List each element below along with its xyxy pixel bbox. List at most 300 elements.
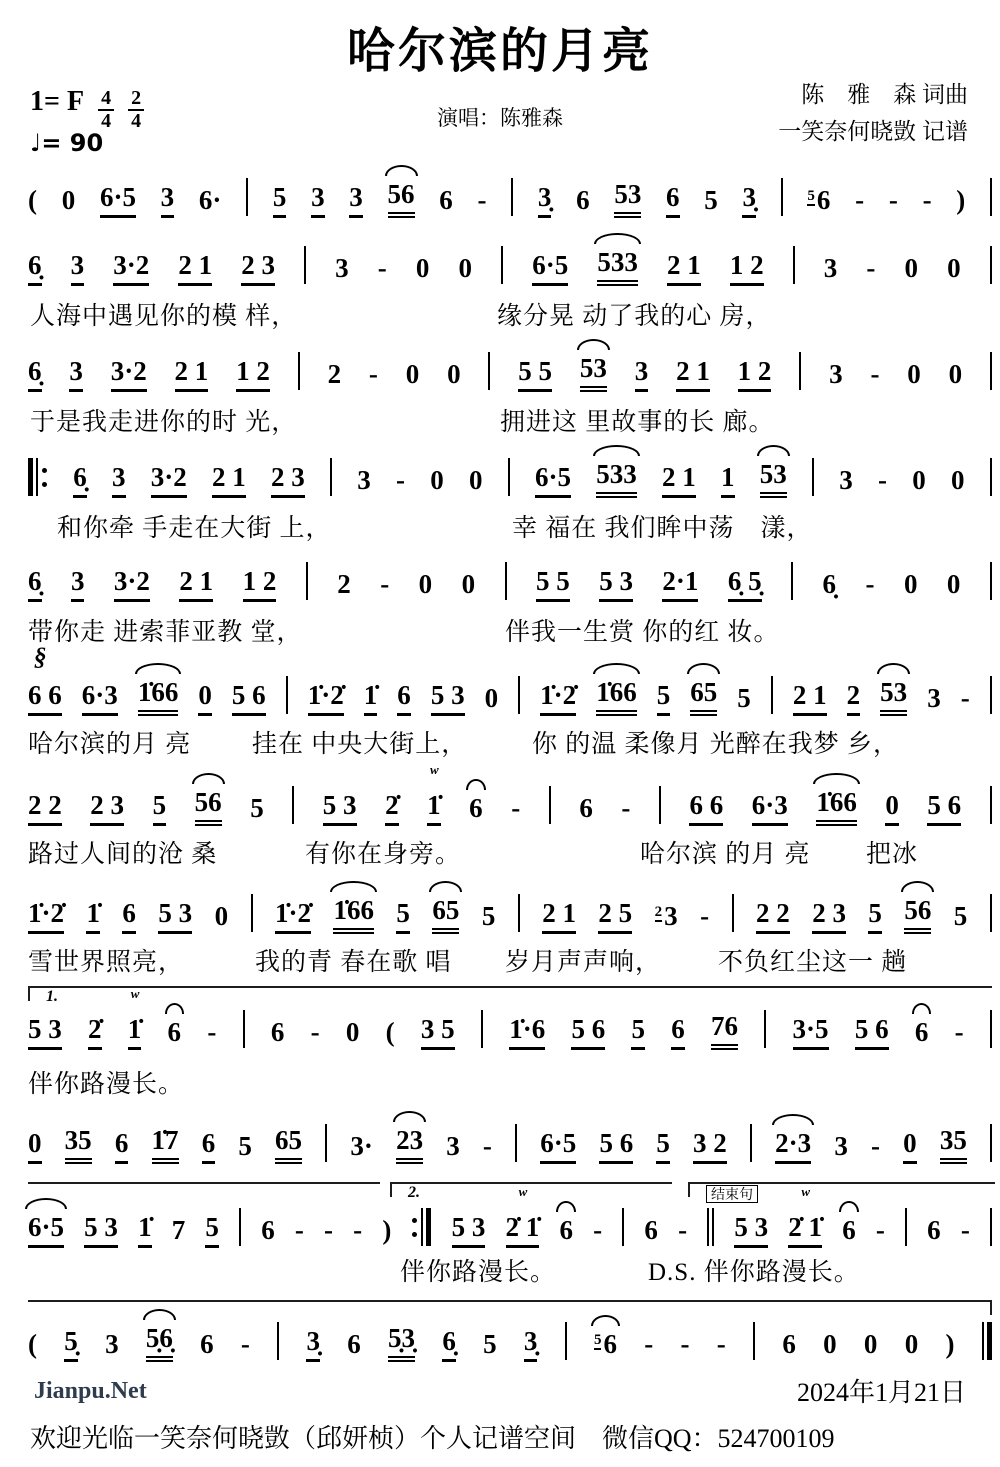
slur-arc xyxy=(687,663,720,674)
slur-arc xyxy=(901,881,934,892)
slur-arc xyxy=(757,445,790,456)
note: 6 xyxy=(915,1016,929,1050)
note: 0 xyxy=(458,253,472,284)
slur-arc xyxy=(594,233,641,244)
barline xyxy=(246,178,248,216)
note: 5 xyxy=(273,181,287,218)
note: 6̣ xyxy=(28,355,42,392)
volta-label: 1. xyxy=(46,988,58,1005)
note: - xyxy=(324,1215,334,1246)
note: 2 1 xyxy=(793,679,827,716)
note: 5 xyxy=(396,897,410,934)
note: 6̣ xyxy=(822,569,837,600)
note: 0 xyxy=(823,1329,837,1360)
notes-row xyxy=(28,246,992,286)
barline xyxy=(488,352,490,390)
note: 3 xyxy=(823,253,838,284)
note: 53 xyxy=(760,458,787,498)
lyric-segment: 人海中遇见你的模 样， xyxy=(30,303,298,330)
note: 2 xyxy=(337,569,351,600)
note: 2 1 xyxy=(676,355,710,392)
volta-bracket xyxy=(390,1182,672,1201)
note: 2 1 xyxy=(212,461,246,498)
note: 6·5 xyxy=(540,1127,576,1164)
note: 0 xyxy=(415,253,430,284)
note: 5 xyxy=(238,1131,252,1162)
note: 3 xyxy=(335,253,349,284)
barline xyxy=(990,352,992,390)
volta-bracket xyxy=(28,1182,380,1197)
note: 0 xyxy=(904,1329,919,1360)
note: 5 3 xyxy=(84,1211,118,1248)
lyric-segment: 你 的温 柔像月 光醉在我梦 乡， xyxy=(532,731,900,758)
performer-credit: 演唱：陈雅森 xyxy=(437,106,563,130)
note: 1̇·2̇ xyxy=(540,679,576,716)
note: - xyxy=(866,253,876,284)
note: 0 xyxy=(447,359,461,390)
note: 1̇66 xyxy=(596,676,637,716)
lyric-segment: 伴我一生赏 你的红 妆。 xyxy=(505,619,780,646)
slur-arc xyxy=(912,1003,932,1014)
barline xyxy=(501,246,503,284)
score-line xyxy=(28,762,992,868)
time-sig-2-numerator: 2 xyxy=(128,88,144,111)
barline xyxy=(304,246,306,284)
barline xyxy=(990,1124,992,1162)
note: 76 xyxy=(711,1010,738,1050)
note: 2 3 xyxy=(90,789,124,826)
note: 5 6 xyxy=(599,1127,633,1164)
note: 1̇ xyxy=(364,679,378,716)
note: - xyxy=(207,1017,217,1048)
note: 0 xyxy=(484,683,499,714)
note: 5 xyxy=(656,1127,670,1164)
note: 0 xyxy=(430,465,444,496)
note: 5 xyxy=(153,789,167,826)
note: 6 xyxy=(842,1214,856,1248)
barline xyxy=(990,1208,992,1246)
barline xyxy=(990,178,992,216)
note: ) xyxy=(945,1329,955,1360)
note: 5 5 xyxy=(536,565,570,602)
note: 2 3 xyxy=(241,249,275,286)
lyric-segment: 岁月声声响， xyxy=(505,949,662,976)
barline xyxy=(990,458,992,496)
notes-row xyxy=(28,986,992,1050)
note: 65 xyxy=(275,1124,302,1164)
note: 5 xyxy=(483,1329,497,1360)
barline xyxy=(28,458,48,496)
note: 2 1 xyxy=(178,249,212,286)
tempo-value: = 90 xyxy=(41,129,104,157)
note: 23 xyxy=(396,1124,423,1164)
note: 2 1 xyxy=(662,461,696,498)
note: 3·2 xyxy=(113,249,149,286)
volta-bracket xyxy=(688,1182,995,1202)
note: 1̇66 xyxy=(816,786,857,826)
note: 6·5 xyxy=(28,1211,64,1248)
note: 3 xyxy=(161,181,175,218)
note: 5 xyxy=(205,1211,219,1248)
note: 6·5 xyxy=(100,181,136,218)
note: - xyxy=(353,1215,363,1246)
note: - xyxy=(870,359,880,390)
note: 2 1 xyxy=(542,897,576,934)
note: ( xyxy=(385,1017,395,1048)
lyric-segment: 伴你路漫长。 xyxy=(28,1071,185,1098)
lyric-segment: 把冰 xyxy=(866,841,919,868)
note: - xyxy=(878,465,888,496)
note: 5 3 xyxy=(28,1013,62,1050)
note: 1̇66 xyxy=(333,894,374,934)
notes-row xyxy=(28,178,992,218)
barline xyxy=(732,894,734,932)
note: 3·2 xyxy=(111,355,147,392)
note: 1 2 xyxy=(738,355,772,392)
slur-arc xyxy=(429,881,462,892)
note: $^5$6 xyxy=(594,1328,617,1362)
note: 5 xyxy=(737,683,751,714)
lyric-segment: 和你牵 手走在大街 上， xyxy=(57,515,332,542)
volta-bracket xyxy=(28,986,992,1005)
note: 2 1 xyxy=(667,249,701,286)
score-line xyxy=(28,562,992,646)
barline xyxy=(481,1010,483,1048)
note: 3· xyxy=(350,1131,373,1162)
score-line xyxy=(28,458,992,542)
time-sig-1-denominator: 4 xyxy=(101,110,112,132)
barline xyxy=(753,1322,755,1360)
lyric-segment: 路过人间的沧 桑 xyxy=(28,841,218,868)
grace-note: 2 xyxy=(654,904,663,921)
note: 2 1 xyxy=(179,565,213,602)
slur-arc xyxy=(577,339,610,350)
note: 6 xyxy=(347,1329,361,1360)
note: 5̣6̣ xyxy=(146,1322,173,1362)
note: 6·5 xyxy=(532,249,568,286)
note: - xyxy=(368,359,378,390)
barline xyxy=(292,786,294,824)
note: 3·2 xyxy=(151,461,187,498)
note: 3 xyxy=(927,683,941,714)
note: 3 xyxy=(105,1329,119,1360)
time-sig-1-numerator: 4 xyxy=(98,88,114,111)
note: 53 xyxy=(880,676,907,716)
note: 6 xyxy=(927,1215,941,1246)
note: 1̇·2̇ xyxy=(308,679,344,716)
lyric-segment: 我的青 春在歌 唱 xyxy=(255,949,452,976)
slur-arc xyxy=(593,445,640,456)
barline xyxy=(508,458,510,496)
note: 3 xyxy=(839,465,853,496)
slur-arc xyxy=(772,1114,814,1125)
slur-arc xyxy=(839,1201,859,1212)
song-title: 哈尔滨的月亮 xyxy=(346,25,653,78)
grace-note: 5 xyxy=(593,1332,602,1349)
score-line xyxy=(28,246,992,330)
barline xyxy=(298,352,300,390)
barline xyxy=(243,1010,245,1048)
barline xyxy=(791,562,793,600)
note: 1̇ w xyxy=(427,789,441,826)
slur-arc xyxy=(385,165,418,176)
note: - xyxy=(310,1017,320,1048)
note: 5̣ xyxy=(64,1325,78,1362)
slur-arc xyxy=(877,663,910,674)
note: 6 xyxy=(168,1016,182,1050)
note: 6 xyxy=(469,792,483,826)
volta-label: 结束句 xyxy=(706,1185,758,1203)
note: 0 xyxy=(946,569,961,600)
note: 56 xyxy=(195,786,222,826)
barline xyxy=(515,1124,517,1162)
note: 2 2 xyxy=(756,897,790,934)
note: 5 6 xyxy=(232,679,266,716)
note: - xyxy=(954,1017,964,1048)
lyric-segment: 于是我走进你的时 光， xyxy=(30,409,298,436)
note: 0 xyxy=(345,1017,360,1048)
mordent-icon: w xyxy=(518,1184,527,1200)
slur-arc xyxy=(135,663,182,674)
note: 3 5 xyxy=(421,1013,455,1050)
note: - xyxy=(621,793,631,824)
note: 35 xyxy=(940,1124,967,1164)
note: - xyxy=(875,1215,885,1246)
footer-welcome-text: 欢迎光临一笑奈何晓敳（邱妍桢）个人记谱空间 微信QQ：524700109 xyxy=(30,1424,835,1453)
note: 6 xyxy=(782,1329,796,1360)
lyric-segment: 雪世界照亮， xyxy=(28,949,185,976)
note: 6̣ xyxy=(28,249,42,286)
note: 65 xyxy=(432,894,459,934)
note: 3 xyxy=(311,181,325,218)
score-line xyxy=(28,644,992,758)
note: - xyxy=(511,793,521,824)
barline xyxy=(990,562,992,600)
barline xyxy=(325,1124,327,1162)
note: 0 xyxy=(912,465,926,496)
note: 0 xyxy=(198,679,212,716)
note: 5 xyxy=(250,793,264,824)
key-label: 1= F xyxy=(30,86,85,117)
note: 2 xyxy=(847,679,861,716)
barline xyxy=(764,1010,766,1048)
note: 1̇·2̇ xyxy=(275,897,311,934)
note: 5 3 xyxy=(452,1211,486,1248)
barline xyxy=(306,562,308,600)
note: 1̇ w xyxy=(128,1013,142,1050)
note: 3·5 xyxy=(793,1013,829,1050)
barline xyxy=(565,1322,567,1360)
barline xyxy=(982,1322,992,1360)
note: 5̣3̣ xyxy=(388,1322,415,1362)
note: 2̇ 1̇ w xyxy=(788,1211,822,1248)
note: 1̇66 xyxy=(138,676,179,716)
note: - xyxy=(377,253,387,284)
note: - xyxy=(680,1329,690,1360)
note: 6̣ xyxy=(442,1325,456,1362)
note: 0 xyxy=(214,901,229,932)
mordent-icon: w xyxy=(430,762,438,778)
note: 6 xyxy=(115,1127,129,1164)
note: 1̇ xyxy=(138,1211,152,1248)
lyric-segment: 缘分晃 动了我的心 房， xyxy=(497,303,772,330)
barline xyxy=(549,786,551,824)
note: 6 xyxy=(666,181,680,218)
barline xyxy=(905,1208,907,1246)
lyric-segment: 哈尔滨 的月 亮 xyxy=(640,841,811,868)
barline xyxy=(239,1208,241,1246)
score-line xyxy=(28,1322,992,1368)
note: 65 xyxy=(690,676,717,716)
notes-row xyxy=(28,1124,992,1164)
note: 5 xyxy=(704,185,718,216)
note: 6 xyxy=(202,1127,216,1164)
barline xyxy=(511,178,513,216)
note: 1 2 xyxy=(236,355,270,392)
note: 2 3 xyxy=(812,897,846,934)
note: 1̇ xyxy=(86,897,100,934)
slur-arc xyxy=(192,773,225,784)
note: 1 2 xyxy=(730,249,764,286)
note: $^2$3 xyxy=(654,901,678,932)
notes-row xyxy=(28,1322,992,1362)
transcriber-credit: 一笑奈何晓敳 记谱 xyxy=(778,119,968,144)
note: ) xyxy=(382,1215,392,1246)
note: 6̣ xyxy=(73,461,87,498)
note: 3 xyxy=(834,1131,848,1162)
note: 0 xyxy=(863,1329,878,1360)
mordent-icon: w xyxy=(801,1184,810,1200)
note: 1 2 xyxy=(243,565,277,602)
note: - xyxy=(396,465,406,496)
barline xyxy=(659,786,661,824)
barline xyxy=(518,676,520,714)
note: - xyxy=(716,1329,726,1360)
barline xyxy=(707,1208,714,1246)
notes-row xyxy=(28,458,992,498)
note: - xyxy=(865,569,875,600)
note: 1 xyxy=(721,461,735,498)
note: 0 xyxy=(947,253,961,284)
note: 6 xyxy=(270,1017,285,1048)
note: 5 xyxy=(481,901,496,932)
notes-row xyxy=(28,352,992,392)
notes-row xyxy=(28,676,992,716)
note: - xyxy=(922,185,932,216)
barline xyxy=(518,894,520,932)
note: 5 3 xyxy=(323,789,357,826)
note: 6 xyxy=(576,185,590,216)
note: 3 xyxy=(69,355,83,392)
barline xyxy=(990,246,992,284)
note: ( xyxy=(28,1329,37,1360)
note: 5 3 xyxy=(599,565,633,602)
note: 533 xyxy=(597,246,638,286)
note: 0 xyxy=(904,253,918,284)
slur-arc xyxy=(466,779,486,790)
barline xyxy=(750,1124,752,1162)
note: 5 xyxy=(657,679,671,716)
note: 6·5 xyxy=(535,461,571,498)
note: 1̇·6 xyxy=(509,1013,545,1050)
score-line xyxy=(28,894,992,976)
lyric-segment: 挂在 中央大街上， xyxy=(252,731,468,758)
barline xyxy=(812,458,814,496)
note: - xyxy=(700,901,710,932)
note: 5 xyxy=(868,897,882,934)
barline xyxy=(799,352,801,390)
barline xyxy=(330,458,332,496)
note: 2 xyxy=(327,359,342,390)
note: - xyxy=(855,185,865,216)
note: 2·1 xyxy=(662,565,698,602)
note: 6̣ xyxy=(28,565,42,602)
barline xyxy=(990,676,992,714)
note: - xyxy=(644,1329,654,1360)
note: 2̇ 1̇ w xyxy=(506,1211,540,1248)
note: 2 3 xyxy=(271,461,305,498)
note: 0 xyxy=(28,1127,42,1164)
score-line xyxy=(28,1184,992,1286)
note: 5 5 xyxy=(518,355,552,392)
note: 3̣ xyxy=(306,1325,320,1362)
note: 3̣ xyxy=(538,181,552,218)
note: 6 xyxy=(200,1329,214,1360)
note: 2̇ xyxy=(385,789,399,826)
note: 6· xyxy=(198,185,222,216)
note: 6 xyxy=(261,1215,275,1246)
note: 3 xyxy=(71,565,85,602)
note: 53 xyxy=(580,352,607,392)
note: - xyxy=(294,1215,304,1246)
lyric-segment: 拥进这 里故事的长 廊。 xyxy=(500,409,775,436)
note: 3 xyxy=(71,249,85,286)
note: 3 xyxy=(112,461,126,498)
lyric-segment: D.S. 伴你路漫长。 xyxy=(648,1259,860,1286)
barline xyxy=(411,1208,431,1246)
note: 6 xyxy=(579,793,593,824)
note: 3̣ xyxy=(524,1325,538,1362)
lyric-segment: 幸 福在 我们眸中荡 漾， xyxy=(512,515,813,542)
note: 6 6 xyxy=(689,789,723,826)
note: 3̣ xyxy=(742,181,756,218)
note: 2̇ xyxy=(88,1013,102,1050)
note: - xyxy=(960,683,970,714)
note: 5 3 xyxy=(431,679,465,716)
note: 1̇·2̇ xyxy=(28,897,64,934)
slur-arc xyxy=(25,1198,67,1209)
barline xyxy=(781,178,783,216)
note: 3 xyxy=(446,1131,460,1162)
note: 0 xyxy=(418,569,433,600)
barline xyxy=(286,676,288,714)
slur-arc xyxy=(393,1111,426,1122)
note: 35 xyxy=(65,1124,92,1164)
segno-icon: § xyxy=(34,644,47,671)
note: 6 xyxy=(439,185,453,216)
note: 3 2 xyxy=(693,1127,727,1164)
lyric-segment: 有你在身旁。 xyxy=(305,841,462,868)
note: 6 xyxy=(122,897,136,934)
note: 3 xyxy=(357,465,371,496)
note: 0 xyxy=(903,569,918,600)
notes-row xyxy=(28,762,992,826)
note: 0 xyxy=(885,789,899,826)
note: ( xyxy=(28,185,37,216)
time-sig-2-denominator: 4 xyxy=(131,110,142,132)
barline xyxy=(251,894,253,932)
score-line xyxy=(28,352,992,436)
